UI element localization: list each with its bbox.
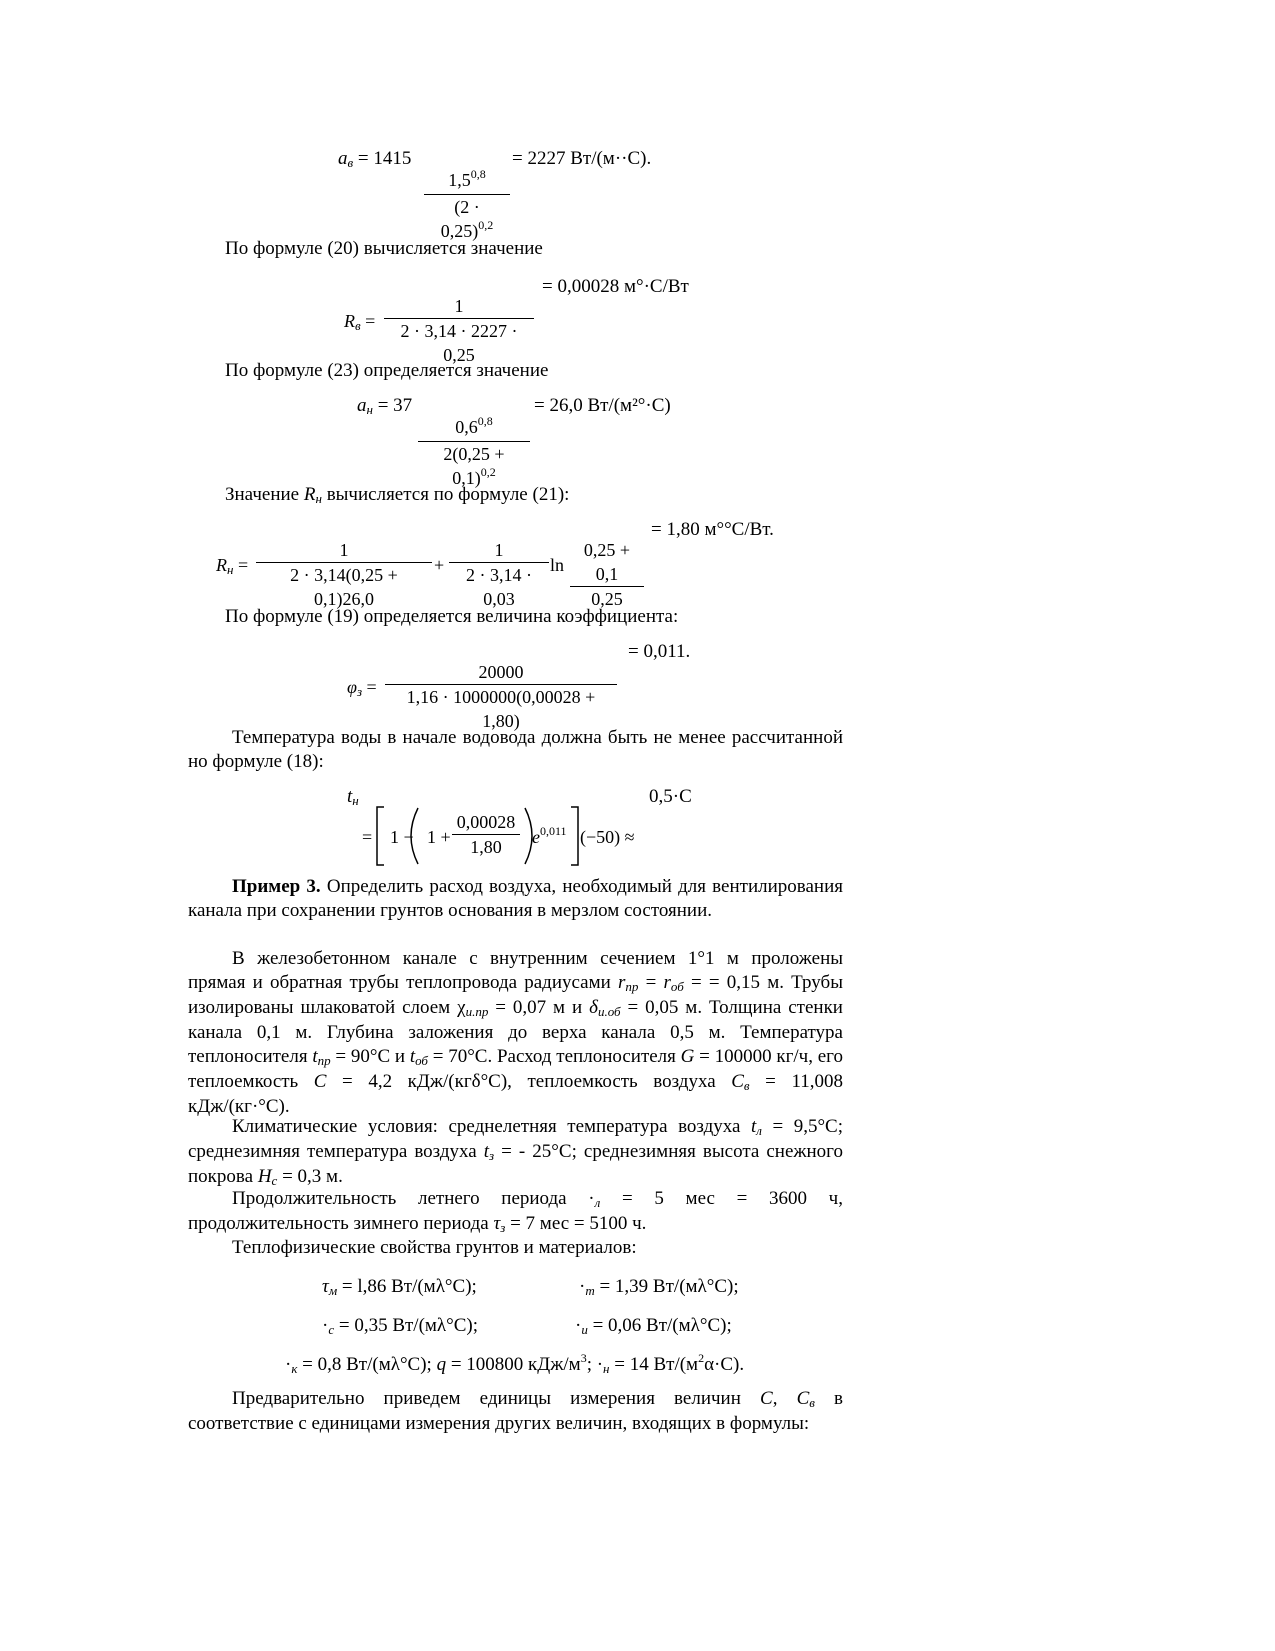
eq4-ln: ln: [550, 555, 565, 575]
eq6-exponential: $e^{0,011}$: [532, 824, 567, 847]
eq3-lhs: ан = 37: [357, 395, 413, 417]
prop-a2: ·т = 1,39 Вт/(мλ°С);: [579, 1276, 739, 1298]
eq5-result: = 0,011.: [628, 641, 691, 662]
eq2-denominator: 2 · 3,14 · 2227 · 0,25: [400, 321, 518, 365]
example-3: Пример 3. Определить расход воздуха, необходимый для вентилирования канала при сохранении грунтов основания в мерзлом состоянии.: [188, 876, 843, 921]
eq2-lhs: Rв =: [344, 311, 376, 333]
paragraph-periods: Продолжительность летнего периода ·л = 5 мес = 3600 ч, продолжительность зимнего периода τз = 7 мес = 5100 ч.: [188, 1188, 843, 1235]
prop-b2: ·и = 0,06 Вт/(мλ°С);: [575, 1315, 732, 1337]
eq6-one-plus: 1 +: [427, 827, 451, 847]
eq6-equals: =: [362, 827, 373, 847]
paragraph-formula-23: По формуле (23) определяется значение: [225, 360, 549, 381]
eq1-numerator: 1,5$^{0,8}$: [424, 168, 510, 195]
eq4-plus: +: [434, 555, 445, 575]
eq6-one-minus: 1 −: [390, 827, 414, 847]
paragraph-formula-20: По формуле (20) вычисляется значение: [225, 238, 543, 259]
prop-a1: τм = l,86 Вт/(мλ°С);: [322, 1276, 477, 1298]
example-3-label: Пример 3.: [232, 876, 321, 897]
eq3-numerator: 0,6$^{0,8}$: [418, 415, 530, 442]
eq6-fraction: $\frac{0,00028}{1,80}$: [452, 810, 520, 859]
paragraph-properties-intro: Теплофизические свойства грунтов и материалов:: [232, 1237, 637, 1258]
eq5-fraction: $\frac{20000}{1,16 \cdot 1000000(0,00028 + 1,80)}$: [385, 660, 617, 733]
eq3-result: = 26,0 Вт/(м²°·С): [534, 395, 671, 416]
paragraph-water-temperature: Температура воды в начале водовода должна быть не менее рассчитанной но формуле (18):: [188, 727, 843, 772]
eq1-denominator: $(2 \cdot 0,25)^{0,2}$: [440, 197, 494, 241]
eq1-var-sub: в: [347, 155, 354, 170]
eq4-fraction-3: $\frac{0,25 + 0,1}{0,25}$: [570, 538, 644, 611]
eq1-result: = 2227 Вт/(м··С).: [512, 148, 652, 169]
paragraph-climate: Климатические условия: среднелетняя температура воздуха tл = 9,5°С; среднезимняя температура воздуха tз = - 25°С; среднезимняя высота снежного покрова Hс = 0,3 м.: [188, 1116, 843, 1188]
eq2-numerator: 1: [384, 294, 534, 319]
eq6-tail: (−50) ≈: [580, 827, 635, 847]
paragraph-channel-description: В железобетонном канале с внутренним сечением 1°1 м проложены прямая и обратная трубы теплопровода радиусами rпр = rоб = = 0,15 м. Трубы изолированы шлаковатой слоем χи.пр = 0,07 м и δи.об = 0,05 м. Толщина стенки канала 0,1 м. Глубина заложения до верха канала 0,5 м. Температура теплоносителя tпр = 90°С и tоб = 70°С. Расход теплоносителя G = 100000 кг/ч, его теплоемкость C = 4,2 кДж/(кгδ°С), теплоемкость воздуха Cв = 11,008 кДж/(кг·°С).: [188, 948, 843, 1117]
eq6-lhs: tн: [347, 786, 359, 808]
eq5-lhs: φз =: [347, 677, 377, 699]
eq4-result: = 1,80 м°°С/Вт.: [651, 519, 774, 540]
paragraph-formula-21: Значение Rн вычисляется по формуле (21):: [225, 484, 570, 506]
eq6-result: 0,5·С: [649, 786, 692, 807]
eq1-var: а: [338, 148, 348, 169]
prop-c-line: ·к = 0,8 Вт/(мλ°С); q = 100800 кДж/$м^3$; ·н = 14 $Вт/(м^2\alpha\cdot С)$.: [285, 1351, 745, 1376]
eq4-fraction-1: $\frac{1}{2 \cdot 3,14(0,25 + 0,1)26,0}$: [256, 538, 432, 611]
eq4-fraction-2: $\frac{1}{2 \cdot 3,14 \cdot 0,03}$: [449, 538, 549, 611]
paragraph-units: Предварительно приведем единицы измерения величин C, Cв в соответствие с единицами измерения других величин, входящих в формулы:: [188, 1388, 844, 1434]
eq1-value: = 1415: [353, 148, 412, 169]
eq3-denominator: $2(0,25 + 0,1)^{0,2}$: [443, 444, 505, 488]
eq4-lhs: Rн =: [216, 555, 249, 577]
paragraph-formula-19: По формуле (19) определяется величина коэффициента:: [225, 606, 679, 627]
prop-b1: ·с = 0,35 Вт/(мλ°С);: [322, 1315, 479, 1337]
eq2-result: = 0,00028 м°·С/Вт: [542, 276, 689, 297]
